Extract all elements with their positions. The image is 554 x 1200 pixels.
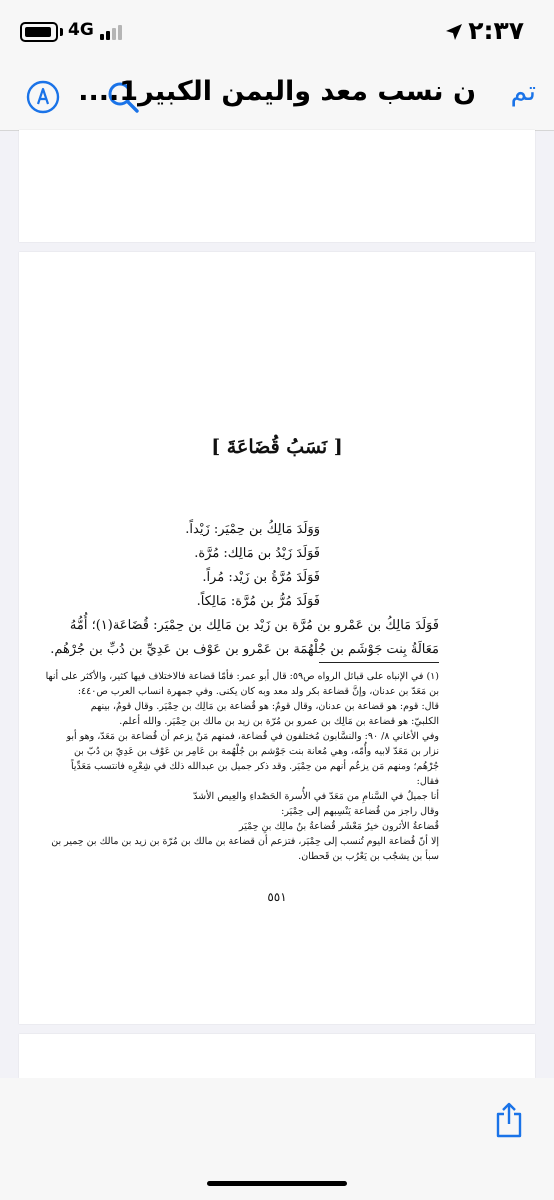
footnote-line: أنا جميلٌ في السَّنامِ من مَعَدّ في الأُسرة الحَصْداءِ والعِيص الأشدّ <box>193 791 439 802</box>
paragraph-line: مَعَالَةُ بِنت جَوْشَم بن جُلْهُمَة بن عَمْرو بن عَوْف بن عَدِيِّ بن دُبِّ بن جُرْهُم. <box>50 642 439 657</box>
status-time: ٢:٣٧ <box>468 16 524 45</box>
footnote-line: قال: قوم: هو قضاعة بن عدنان، وقال قومٌ: هو قُضاعة بن مَالِك بن حِمْيَر. وقال قومٌ، بينهم <box>90 701 439 712</box>
footnote-line: وقال راجز من قُضاعة يَنْسِبهم إلى حِمْيَر: <box>281 806 439 817</box>
network-type: 4G <box>68 20 94 40</box>
footnote-line: وفي الأغاني ٨/ ٩٠: والنسَّابون مُختلفون في قُضاعة، فمنهم مَنْ يزعم أن قُضاعة بن مَعَدّ، وهو أبو <box>66 731 439 742</box>
paragraph-line: فَوَلَدَ مَالِكُ بن عَمْرو بن مُرَّة بن زَيْد بن مَالِك بن حِمْيَر: قُضَاعَة(١)؛ أُمُّهُ <box>69 618 439 633</box>
footnote-line: (١) في الإنباه على قبائل الرواه ص٥٩: قال أبو عمر: فأمّا قضاعة فالاختلاف فيها كثير، والأكثر على أنها <box>45 671 439 682</box>
footnote-line: سبأ بن يشجُب بن يَعْرُب بن قَحطان. <box>298 851 439 862</box>
footnote-line: فقال: <box>416 776 439 787</box>
status-bar <box>0 0 554 64</box>
share-icon[interactable] <box>494 1102 524 1138</box>
document-title: ن نسب معد واليمن الكبير1.... <box>78 76 476 107</box>
bottom-toolbar <box>0 1078 554 1158</box>
document-page[interactable] <box>19 252 535 1024</box>
footnote-line: قُضاعةُ الأثرون خيرُ مَعْشَر قُضاعةُ بنُ مالِك بنِ حِمْيَر <box>238 821 439 832</box>
nav-bar <box>0 64 554 131</box>
verse-line: فَوَلَدَ زَيْدُ بن مَالِك: مُرَّة. <box>194 546 320 561</box>
markup-pen-icon[interactable] <box>26 80 60 114</box>
verse-line: فَوَلَدَ مُرُّ بن مُرَّة: مَالِكاً. <box>196 594 320 609</box>
page-number: ٥٥١ <box>267 890 287 904</box>
page-heading: [ نَسَبُ قُضَاعَةَ ] <box>211 436 343 458</box>
location-arrow-icon <box>444 22 464 42</box>
battery-icon <box>20 22 58 42</box>
done-button[interactable]: تم <box>510 76 536 107</box>
footnote-divider <box>319 662 439 663</box>
footnote-line: جُرْهُم؛ ومنهم مَن يزعُم أنهم من حِمْيَر. وقد ذكر جميل بن عبدالله ذلك في شِعْرِه فانتسب مَعَدِّياً <box>70 761 439 772</box>
footnote-line: الكلبيّ: هو قضاعة بن مَالِك بن عمرو بن مُرّة بن زيد بن مالك بن حِمْيَر. والله أعلم. <box>119 716 439 727</box>
signal-icon <box>100 24 124 40</box>
previous-page[interactable] <box>19 130 535 242</box>
home-area <box>0 1158 554 1200</box>
footnote-line: نزار بن مَعَدّ لابيه وأُمّه، وهي مُعانة بنت جَوْشم بن جُلْهُمة بن عَامِر بن عَوْف بن عَدِيّ بن دُبّ بن <box>73 746 439 757</box>
verse-line: فَوَلَدَ مُرَّةُ بن زَيْد: مُراً. <box>202 570 320 585</box>
verse-line: وَوَلَدَ مَالِكُ بن حِمْيَر: زَيْداً. <box>185 522 320 537</box>
next-page[interactable] <box>19 1034 535 1078</box>
footnote-line: إلا أنّ قُضاعة اليوم تُنسب إلى حِمْيَر، فتزعم أن قضاعة بن مالك بن مُرّة بن زيد بن مالك بن حِمير بن <box>51 836 439 847</box>
home-indicator[interactable] <box>207 1181 347 1186</box>
footnote-line: بن مَعَدّ بن عدنان، وإنَّ قضاعة بكر ولد معد وبه كان يكنى. وفي جمهرة انساب العرب ص٤٤٠: <box>77 686 439 697</box>
battery-tip <box>60 28 63 36</box>
